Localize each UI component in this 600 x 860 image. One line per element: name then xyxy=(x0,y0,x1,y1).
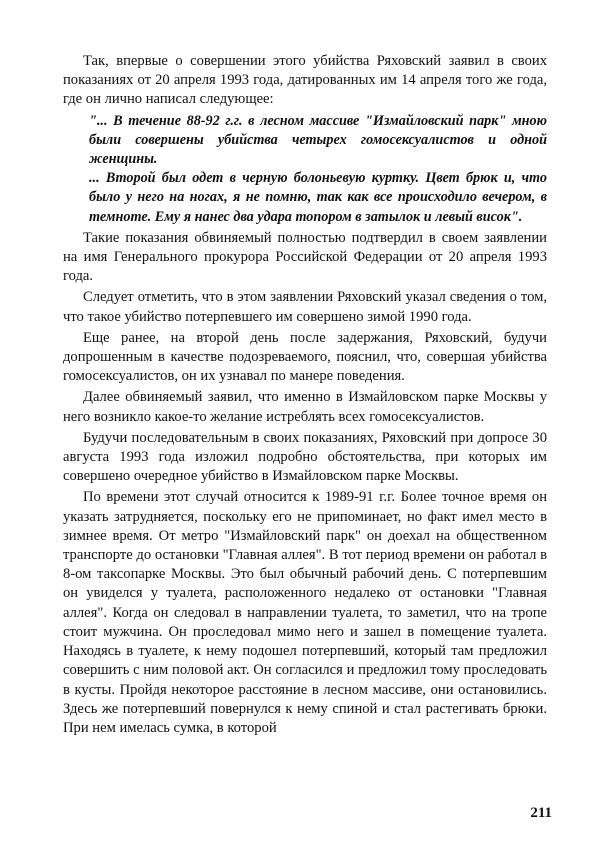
paragraph: По времени этот случай относится к 1989-91 г.г. Более точное время он указать затрудняется, поскольку его не припоминает, но факт имел место в зимнее время. От метро "Измайловский парк" он доехал на общественном транспорте до остановки "Главная аллея". В тот период времени он работал в 8-ом таксопарке Москвы. Это был обычный рабочий день. С потерпевшим он увиделся у туалета, расположенного недалеко от остановки "Главная аллея". Когда он следовал в направлении туалета, то заметил, что на тропе стоит мужчина. Он проследовал мимо него и зашел в помещение туалета. Находясь в туалете, к нему подошел потерпевший, который там предложил совершить с ним половой акт. Он согласился и предложил тому проследовать в кусты. Пройдя некоторое расстояние в лесном массиве, они остановились. Здесь же потерпевший повернулся к нему спиной и стал растегивать брюки. При нем имелась сумка, в которой xyxy=(63,489,547,736)
paragraph: Следует отметить, что в этом заявлении Ряховский указал сведения о том, что такое убийство потерпевшего им совершено зимой 1990 года. xyxy=(63,289,547,325)
page-number: 211 xyxy=(530,805,552,821)
page-body-text xyxy=(63,52,547,740)
paragraph: Далее обвиняемый заявил, что именно в Измайловском парке Москвы у него возникло какое-то желание истреблять всех гомосексуалистов. xyxy=(63,389,547,425)
paragraph: Еще ранее, на второй день после задержания, Ряховский, будучи допрошенным в качестве подозреваемого, пояснил, что, совершая убийства гомосексуалистов, он их узнавал по манере поведения. xyxy=(63,329,547,385)
quoted-statement xyxy=(63,112,547,227)
paragraph-intro: Так, впервые о совершении этого убийства Ряховский заявил в своих показаниях от 20 апреля 1993 года, датированных им 14 апреля того же года, где он лично написал следующее: xyxy=(63,53,547,108)
quote-paragraph: ... Второй был одет в черную болоньевую куртку. Цвет брюк и, что было у него на ногах, я не помню, так как все происходило вечером, в темноте. Ему я нанес два удара топором в затылок и левый висок". xyxy=(89,170,547,225)
quote-paragraph: "... В течение 88-92 г.г. в лесном массиве "Измайловский парк" мною были совершены убийства четырех гомосексуалистов и одной женщины. xyxy=(89,112,547,168)
paragraph: Будучи последовательным в своих показаниях, Ряховский при допросе 30 августа 1993 года изложил подробно обстоятельства, при которых им совершено очередное убийство в Измайловском парке Москвы. xyxy=(63,429,547,485)
paragraph: Такие показания обвиняемый полностью подтвердил в своем заявлении на имя Генерального прокурора Российской Федерации от 20 апреля 1993 года. xyxy=(63,229,547,285)
